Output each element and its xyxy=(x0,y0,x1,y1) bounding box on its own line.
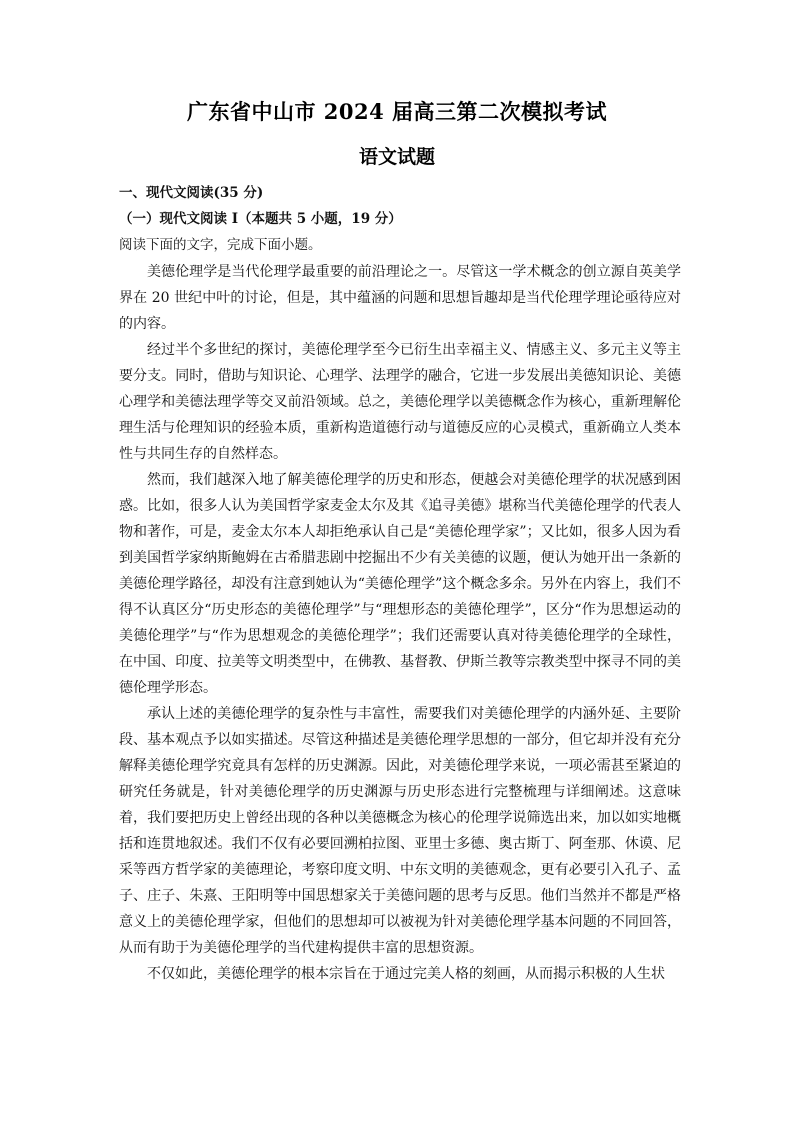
reading-instruction: 阅读下面的文字，完成下面小题。 xyxy=(119,237,322,253)
exam-title: 广东省中山市 2024 届高三第二次模拟考试 xyxy=(186,99,608,124)
section-heading: 一、现代文阅读(35 分) xyxy=(119,185,264,201)
reading-passage xyxy=(119,259,681,987)
passage-paragraph-2: 经过半个多世纪的探讨，美德伦理学至今已衍生出幸福主义、情感主义、多元主义等主要分支。同时，借助与知识论、心理学、法理学的融合，它进一步发展出美德知识论、美德心理学和美德法理学等交叉前沿领域。总之，美德伦理学以美德概念作为核心，重新理解伦理生活与伦理知识的经验本质，重新构造道德行动与道德反应的心灵模式，重新确立人类本性与共同生存的自然样态。 xyxy=(119,342,681,462)
passage-paragraph-1: 美德伦理学是当代伦理学最重要的前沿理论之一。尽管这一学术概念的创立源自英美学界在 20 世纪中叶的讨论，但是，其中蕴涵的问题和思想旨趣却是当代伦理学理论亟待应对的内容。 xyxy=(119,264,681,332)
passage-paragraph-5: 不仅如此，美德伦理学的根本宗旨在于通过完美人格的刻画，从而揭示积极的人生状 xyxy=(147,966,665,982)
exam-subtitle: 语文试题 xyxy=(358,146,435,168)
subsection-heading: （一）现代文阅读 I（本题共 5 小题，19 分） xyxy=(119,211,402,227)
passage-paragraph-3: 然而，我们越深入地了解美德伦理学的历史和形态，便越会对美德伦理学的状况感到困惑。比如，很多人认为美国哲学家麦金太尔及其《追寻美德》堪称当代美德伦理学的代表人物和著作，可是，麦金太尔本人却拒绝承认自己是“美德伦理学家”；又比如，很多人因为看到美国哲学家纳斯鲍姆在古希腊悲剧中挖掘出不少有关美德的议题，便认为她开出一条新的美德伦理学路径，却没有注意到她认为“美德伦理学”这个概念多余。另外在内容上，我们不得不认真区分“历史形态的美德伦理学”与“理想形态的美德伦理学”，区分“作为思想运动的美德伦理学”与“作为思想观念的美德伦理学”；我们还需要认真对待美德伦理学的全球性，在中国、印度、拉美等文明类型中，在佛教、基督教、伊斯兰教等宗教类型中探寻不同的美德伦理学形态。 xyxy=(119,472,681,696)
passage-paragraph-4: 承认上述的美德伦理学的复杂性与丰富性，需要我们对美德伦理学的内涵外延、主要阶段、基本观点予以如实描述。尽管这种描述是美德伦理学思想的一部分，但它却并没有充分解释美德伦理学究竟具有怎样的历史渊源。因此，对美德伦理学来说，一项必需甚至紧迫的研究任务就是，针对美德伦理学的历史渊源与历史形态进行完整梳理与详细阐述。这意味着，我们要把历史上曾经出现的各种以美德概念为核心的伦理学说筛选出来，加以如实地概括和连贯地叙述。我们不仅有必要回溯柏拉图、亚里士多德、奥古斯丁、阿奎那、休谟、尼采等西方哲学家的美德理论，考察印度文明、中东文明的美德观念，更有必要引入孔子、孟子、庄子、朱熹、王阳明等中国思想家关于美德问题的思考与反思。他们当然并不都是严格意义上的美德伦理学家，但他们的思想却可以被视为针对美德伦理学基本问题的不同回答，从而有助于为美德伦理学的当代建构提供丰富的思想资源。 xyxy=(119,706,681,956)
